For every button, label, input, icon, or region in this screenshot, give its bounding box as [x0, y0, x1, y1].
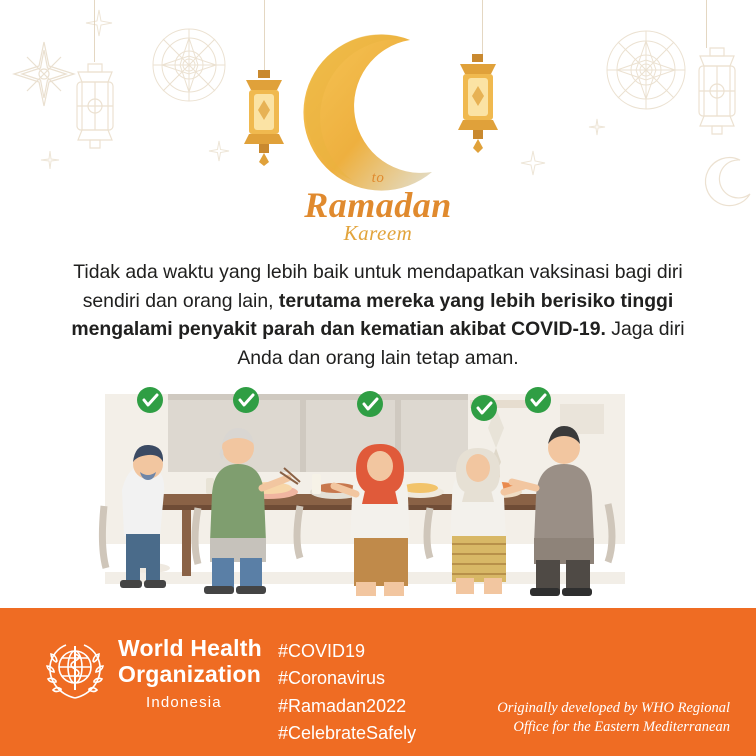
page-title: Ramadan	[304, 185, 452, 225]
who-logo	[44, 636, 262, 711]
check-badge	[525, 387, 551, 413]
mandala-ornament-icon	[604, 28, 688, 112]
credit-line-1: Originally developed by WHO Regional	[497, 699, 730, 716]
message-part-1: Tidak ada waktu yang lebih baik untuk mendapatkan vaksinasi bagi diri sendiri dan orang lain,	[73, 261, 683, 312]
hanging-string	[264, 0, 265, 74]
hanging-string	[706, 0, 707, 48]
title-subtitle: Kareem	[343, 220, 413, 245]
message-bold: terutama mereka yang lebih berisiko tinggi mengalami penyakit parah dan kematian akibat COVID-19.	[71, 289, 674, 341]
lantern-outline-icon	[64, 60, 126, 156]
hashtag-item: #Ramadan2022	[278, 695, 407, 716]
illustration	[0, 386, 756, 608]
check-badge	[471, 395, 497, 421]
hashtag-item: #CelebrateSafely	[278, 723, 417, 744]
who-name-line2: Organization	[118, 660, 261, 687]
title-to: to	[371, 170, 385, 186]
small-star-icon	[588, 118, 606, 136]
decorative-header-band	[0, 0, 756, 262]
small-star-icon	[208, 140, 230, 162]
who-emblem-icon	[44, 640, 106, 707]
small-star-icon	[84, 8, 114, 38]
mandala-ornament-icon	[150, 26, 228, 104]
check-badge	[137, 387, 163, 413]
message-part-2: Jaga diri Anda dan orang lain tetap aman.	[237, 318, 685, 370]
who-name-line1: World Health	[118, 635, 262, 661]
title-block	[0, 170, 756, 246]
hashtag-item: #COVID19	[278, 641, 366, 661]
hanging-string	[482, 0, 483, 58]
credit-text	[460, 699, 730, 738]
footer-bar	[0, 608, 756, 756]
small-star-icon	[40, 150, 60, 170]
check-badge	[233, 387, 259, 413]
lantern-outline-icon	[686, 46, 748, 146]
check-badge	[357, 391, 383, 417]
who-country: Indonesia	[145, 693, 222, 711]
message-text	[52, 258, 704, 373]
hashtag-list	[278, 638, 416, 747]
credit-line-2: Office for the Eastern Mediterranean	[513, 719, 730, 736]
hashtag-item: #Coronavirus	[278, 668, 386, 689]
